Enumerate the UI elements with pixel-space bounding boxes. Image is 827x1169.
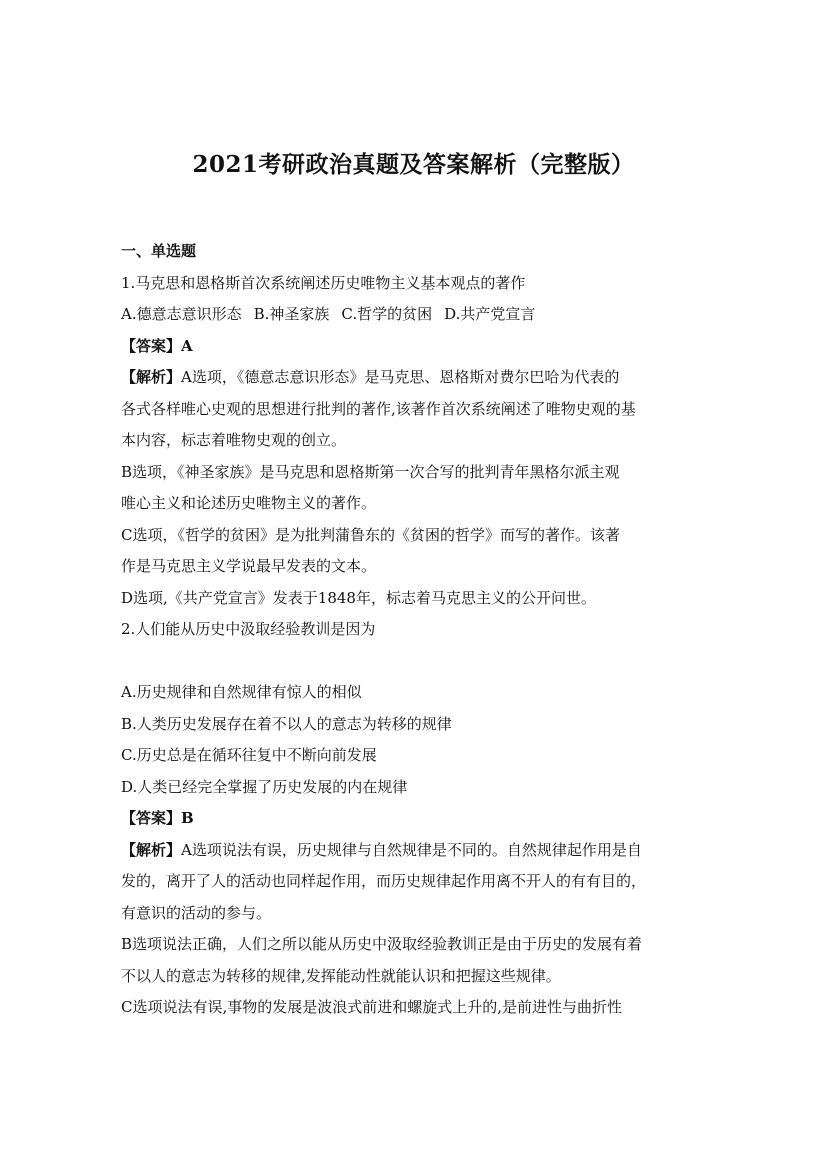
analysis-label: 【解析】 [121, 368, 182, 386]
question-1-analysis-line: 本内容，标志着唯物史观的创立。 [121, 431, 347, 449]
section-heading: 一、单选题 [121, 242, 197, 260]
question-2-analysis-line: 不以人的意志为转移的规律,发挥能动性就能认识和把握这些规律。 [121, 966, 561, 985]
question-2-option-c: C.历史总是在循环往复中不断向前发展 [121, 746, 377, 764]
answer-value: B [181, 809, 194, 827]
question-2-answer [121, 803, 717, 835]
question-1-options [121, 299, 717, 331]
document-title: 2021考研政治真题及答案解析（完整版） [192, 151, 635, 178]
question-2-option-d: D.人类已经完全掌握了历史发展的内在规律 [121, 777, 408, 796]
question-1-option-a: A.德意志意识形态 [121, 305, 242, 323]
answer-value: A [181, 336, 193, 355]
question-1-answer [121, 331, 717, 363]
question-1-analysis-line: 各式各样唯心史观的思想进行批判的著作,该著作首次系统阐述了唯物史观的基 [121, 399, 636, 418]
blank-line [121, 646, 717, 678]
analysis-label: 【解析】 [121, 840, 182, 859]
analysis-text: A选项，《德意志意识形态》是马克思、恩格斯对费尔巴哈为代表的 [181, 368, 620, 386]
question-2-analysis-line: C选项说法有误,事物的发展是波浪式前进和螺旋式上升的,是前进性与曲折性 [121, 998, 623, 1016]
question-2-analysis-line: 发的，离开了人的活动也同样起作用，而历史规律起作用离不开人的有有目的， [121, 872, 647, 890]
question-2-analysis-line: B选项说法正确，人们之所以能从历史中汲取经验教训正是由于历史的发展有着 [121, 935, 643, 953]
question-2-analysis-line [121, 835, 717, 867]
question-1-option-d: D.共产党宣言 [444, 305, 536, 323]
question-2-option-b: B.人类历史发展存在着不以人的意志为转移的规律 [121, 714, 452, 733]
question-2-stem: 2.人们能从历史中汲取经验教训是因为 [121, 620, 376, 638]
question-1-stem: 1.马克思和恩格斯首次系统阐述历史唯物主义基本观点的著作 [121, 273, 526, 292]
question-1-analysis-line: 唯心主义和论述历史唯物主义的著作。 [121, 494, 377, 512]
question-1-option-b: B.神圣家族 [253, 305, 330, 323]
question-1-analysis-line: C选项，《哲学的贫困》是为批判蒲鲁东的《贫困的哲学》而写的著作。该著 [121, 525, 620, 544]
question-1-analysis-line: D选项,《共产党宣言》发表于1848年，标志着马克思主义的公开问世。 [121, 588, 596, 607]
question-2-option-a: A.历史规律和自然规律有惊人的相似 [121, 683, 362, 701]
document-body [121, 236, 717, 1024]
answer-label: 【答案】 [121, 336, 182, 355]
analysis-text: A选项说法有误，历史规律与自然规律是不同的。自然规律起作用是自 [181, 840, 642, 859]
question-1-analysis-line: B选项，《神圣家族》是马克思和恩格斯第一次合写的批判青年黑格尔派主观 [121, 462, 620, 481]
question-1-option-c: C.哲学的贫困 [341, 305, 433, 323]
question-1-analysis-line: 作是马克思主义学说最早发表的文本。 [121, 557, 377, 575]
question-2-analysis-line: 有意识的活动的参与。 [121, 903, 272, 922]
question-1-analysis-line [121, 362, 717, 394]
answer-label: 【答案】 [121, 809, 182, 827]
